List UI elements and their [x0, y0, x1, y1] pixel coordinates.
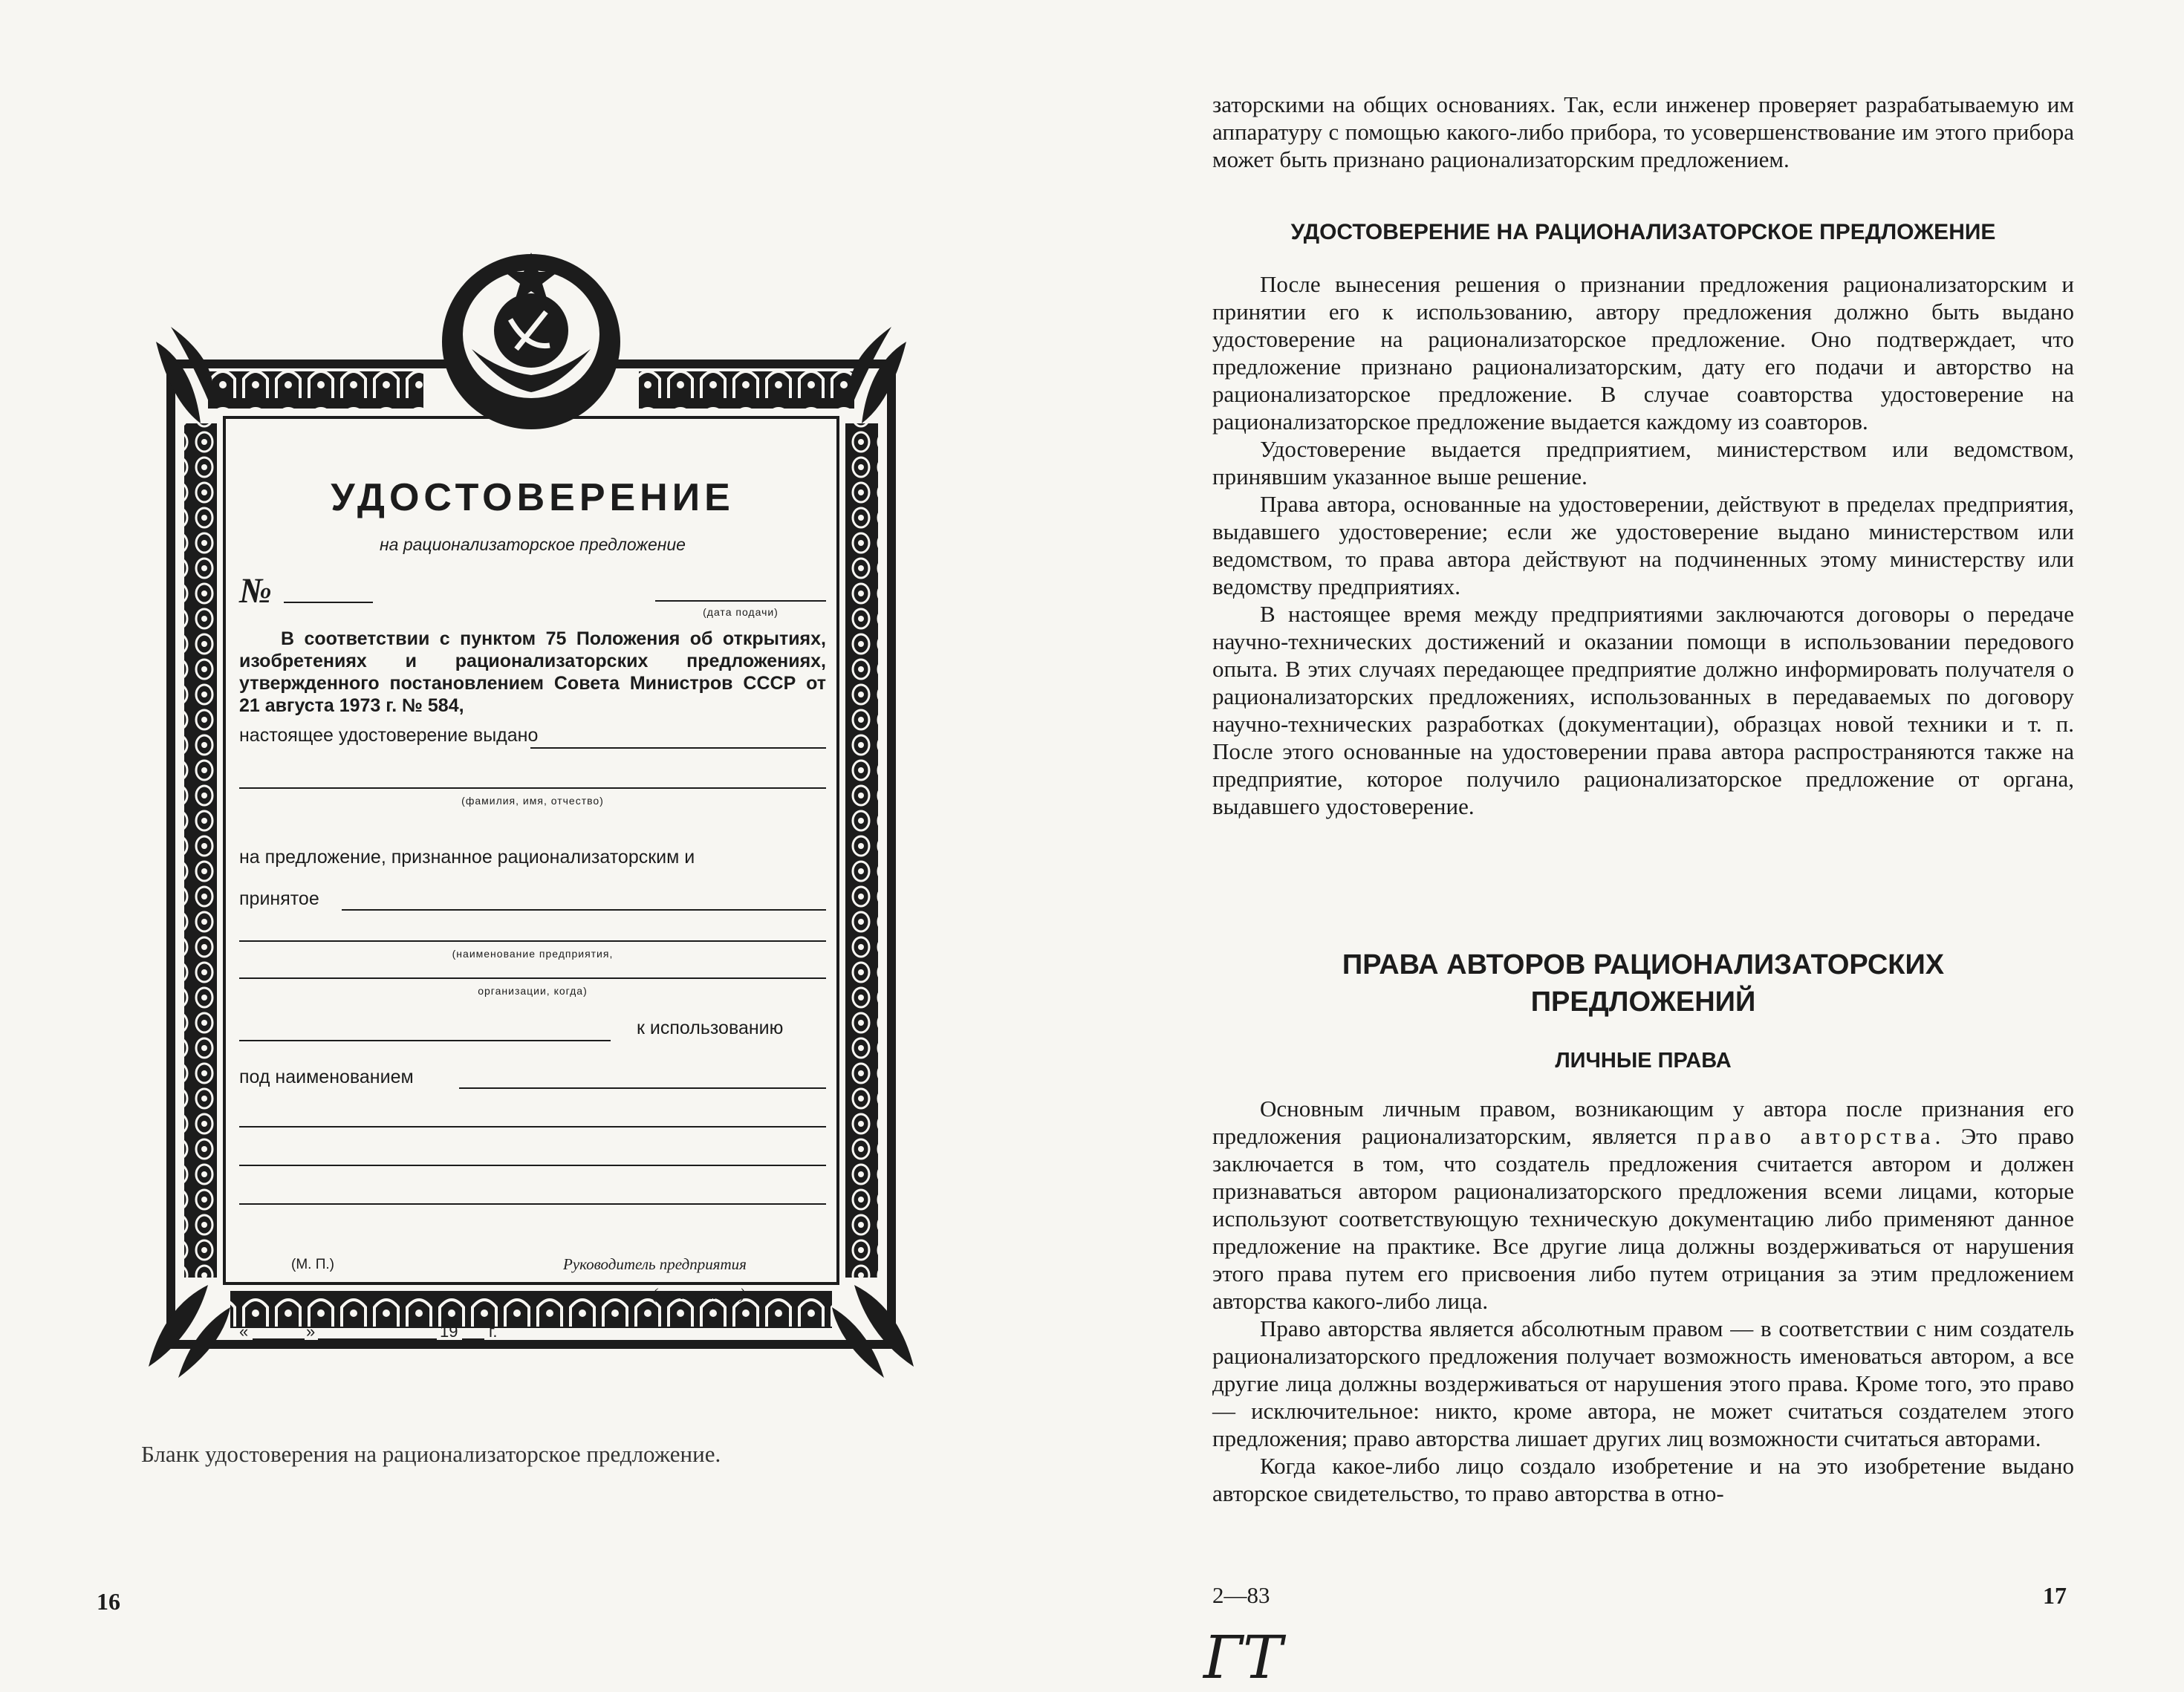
number-field: [284, 602, 373, 603]
name-field: [239, 787, 826, 789]
p1-emphasis: право авторства: [1697, 1123, 1935, 1149]
right-page: [1092, 0, 2184, 1692]
org-field: [239, 977, 826, 979]
date-field: [655, 600, 826, 602]
left-page: [0, 0, 1092, 1671]
personal-rights-paragraph-3: Когда какое-либо лицо создало изобретение и на это изобретение выдано авторское свидетельство, то право авторства в отно-: [1212, 1453, 2074, 1506]
figure-caption: Бланк удостоверения на рационализаторское предложение.: [141, 1441, 721, 1467]
personal-rights-body: [1212, 1095, 2074, 1507]
accepted-field: [342, 909, 826, 911]
certificate-subtitle: на рационализаторское предложение: [380, 535, 686, 554]
day-field: [253, 1338, 305, 1340]
certificate-title: УДОСТОВЕРЕНИЕ: [331, 476, 735, 519]
org-label: (организации): [652, 1285, 745, 1303]
issued-field: [530, 747, 826, 749]
section1-paragraph: Права автора, основанные на удостоверении, действуют в пределах предприятия, выдавшего удостоверение; если же удостоверение выдано министерством или ведомством, то права автора действуют на подчиненных этому министерству или ведомству предприятиях.: [1212, 491, 2074, 599]
month-field: [318, 1338, 437, 1340]
stamp-label: (М. П.): [291, 1257, 334, 1272]
issued-label: настоящее удостоверение выдано: [239, 725, 539, 746]
number-label: №: [239, 571, 272, 611]
named-field-2: [239, 1126, 826, 1128]
p1-before: Основным личным правом, возникающим у автора после признания его предложения рационализаторским, является: [1212, 1096, 2074, 1149]
proposal-label: на предложение, признанное рационализаторским и: [239, 847, 695, 868]
personal-rights-paragraph: [1212, 1095, 2074, 1315]
certificate-form: [141, 253, 921, 1382]
named-field-3: [239, 1165, 826, 1166]
date-caption: (дата подачи): [703, 606, 779, 618]
certificate-body: В соответствии с пунктом 75 Положения об открытиях, изобретениях и рационализаторских предложениях, утвержденного постановлением Совета Министров СССР от 21 августа 1973 г. № 584,: [239, 628, 826, 716]
use-label: к использованию: [637, 1018, 784, 1038]
section1-paragraph: В настоящее время между предприятиями заключаются договоры о передаче научно-технических достижений и оказании помощи в использовании передового опыта. В этих случаях передающее предприятие должно информировать получателя о рационализаторских предложениях, использованных в передаваемых по договору научно-технических разработках (документации), образцах новой техники и т. п. После этого основанные на удостоверении права автора распространяются также на предприятие, которое получило рационализаторское предложение от органа, выдавшего удостоверение.: [1212, 601, 2074, 819]
enterprise-caption: (наименование предприятия,: [452, 948, 614, 960]
org-caption: организации, когда): [478, 985, 588, 997]
state-emblem-icon: [442, 253, 620, 429]
named-label: под наименованием: [239, 1067, 414, 1087]
section1-paragraph: Удостоверение выдается предприятием, министерством или ведомством, принявшим указанное выше решение.: [1212, 436, 2074, 489]
named-field: [459, 1087, 826, 1089]
printer-signature: 2—83: [1212, 1582, 1270, 1608]
enterprise-field: [239, 940, 826, 942]
year-label: 19: [440, 1322, 458, 1341]
date-open-quote: «: [239, 1322, 249, 1341]
section1-paragraph: После вынесения решения о признании предложения рационализаторским и принятии его к использованию, автору предложения должно быть выдано удостоверение на рационализаторское предложение. Оно подтверждает, что предложение признано рационализаторским, дату его подачи и авторство на рационализаторское предложение. В случае соавторства удостоверение на рационализаторское предложение выдается каждому из соавторов.: [1212, 271, 2074, 435]
page-number-right: 17: [2043, 1582, 2067, 1609]
year-field: [462, 1338, 484, 1340]
subsection-heading: ЛИЧНЫЕ ПРАВА: [1555, 1049, 1732, 1073]
ornamental-frame: [141, 253, 921, 1382]
name-caption: (фамилия, имя, отчество): [461, 795, 604, 807]
page-number-left: 16: [97, 1588, 120, 1615]
intro-text: заторскими на общих основаниях. Так, если инженер проверяет разрабатываемую им аппаратуру с помощью какого-либо прибора, то усовершенствование им этого прибора может быть признано рационализаторским предложением.: [1212, 91, 2074, 172]
use-field: [239, 1040, 611, 1041]
named-field-4: [239, 1203, 826, 1205]
section1-body: [1212, 270, 2074, 820]
section1-heading: УДОСТОВЕРЕНИЕ НА РАЦИОНАЛИЗАТОРСКОЕ ПРЕДЛОЖЕНИЕ: [1290, 220, 1996, 244]
year-suffix: г.: [489, 1322, 498, 1341]
chapter-heading: [1212, 946, 2074, 1021]
accepted-label: принятое: [239, 888, 319, 909]
chapter-heading-line1: ПРАВА АВТОРОВ РАЦИОНАЛИЗАТОРСКИХ: [1342, 949, 1945, 980]
handwritten-mark: ГТ: [1203, 1623, 1283, 1692]
date-close-quote: »: [306, 1322, 316, 1341]
p1-after: . Это право заключается в том, что создатель предложения считается автором и должен признаваться автором рационализаторского предложения всеми лицами, которые используют соответствующую техническую документацию либо применяют данное предложение на практике. Все другие лица должны воздерживаться от нарушения этого права путем его присвоения либо путем отрицания за этим предложением авторства какого-либо лица.: [1212, 1123, 2074, 1314]
head-label: Руководитель предприятия: [563, 1255, 747, 1273]
chapter-heading-line2: ПРЕДЛОЖЕНИЙ: [1530, 986, 1756, 1018]
personal-rights-paragraph-2: Право авторства является абсолютным правом — в соответствии с ним создатель рационализаторского предложения получает возможность именоваться автором, а все другие лица должны воздерживаться от нарушения этого права. Кроме того, это право — исключительное: никто, кроме автора, не может считаться создателем этого предложения; право авторства лишает других лиц возможности считаться авторами.: [1212, 1315, 2074, 1451]
intro-paragraph: [1212, 91, 2074, 173]
